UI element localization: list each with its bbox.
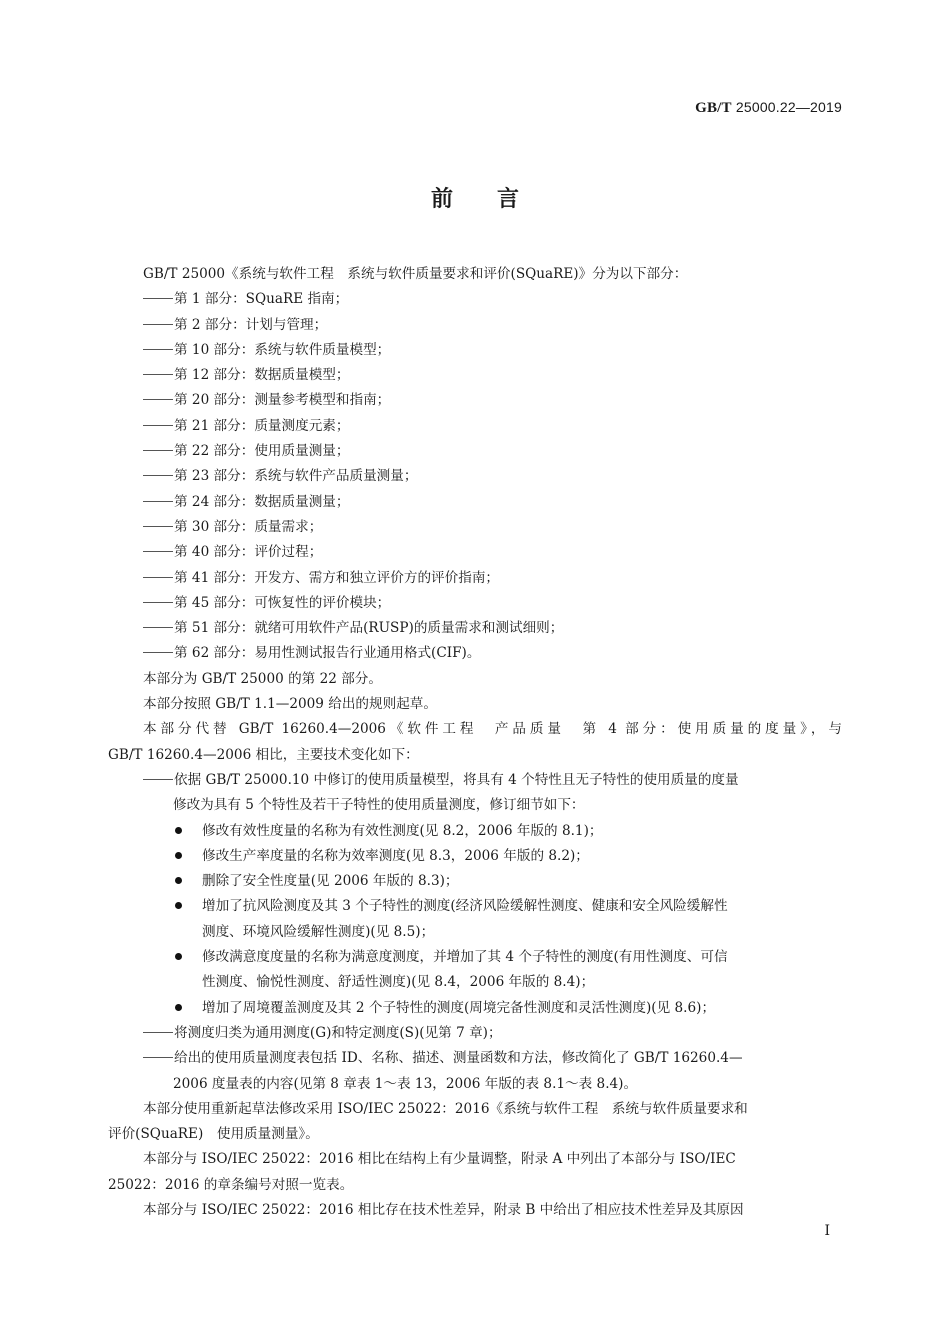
paragraph-drafting-rules: 本部分按照 GB/T 1.1—2009 给出的规则起草。	[143, 696, 437, 713]
dash-marker	[143, 526, 173, 527]
change-item: 将测度归类为通用测度(G)和特定测度(S)(见第 7 章)；	[108, 1021, 842, 1046]
part-list-item: 第 40 部分：评价过程；	[108, 540, 842, 565]
part-list-item: 第 1 部分：SQuaRE 指南；	[108, 287, 842, 312]
dash-marker	[143, 374, 173, 375]
dash-marker	[143, 577, 173, 578]
paragraph-structure: 本部分与 ISO/IEC 25022：2016 相比在结构上有少量调整，附录 A 中列出了本部分与 ISO/IEC	[143, 1151, 736, 1168]
page-title: 前言	[430, 187, 563, 212]
paragraph-replaces-cont: GB/T 16260.4—2006 相比，主要技术变化如下：	[108, 746, 419, 763]
intro-paragraph: GB/T 25000《系统与软件工程 系统与软件质量要求和评价(SQuaRE)》分为以下部分：	[143, 266, 688, 282]
bullet-item-cont: 性测度、愉悦性测度、舒适性测度)(见 8.4，2006 年版的 8.4)；	[202, 974, 595, 991]
paragraph-replaces: 本部分代替 GB/T 16260.4—2006《软件工程 产品质量 第 4 部分：使用质量的度量》，与	[143, 721, 842, 738]
dash-marker	[143, 1057, 173, 1058]
part-list-item: 第 10 部分：系统与软件质量模型；	[108, 338, 842, 363]
bullet-item: 修改生产率度量的名称为效率测度(见 8.3，2006 年版的 8.2)；	[108, 844, 842, 869]
dash-marker	[143, 399, 173, 400]
dash-marker	[143, 298, 173, 299]
standard-prefix: GB/T	[695, 100, 732, 116]
part-list-item: 第 41 部分：开发方、需方和独立评价方的评价指南；	[108, 566, 842, 591]
dash-marker	[143, 602, 173, 603]
dash-marker	[143, 501, 173, 502]
standard-code	[695, 99, 842, 117]
part-list-item: 第 12 部分：数据质量模型；	[108, 363, 842, 388]
part-list-item: 第 30 部分：质量需求；	[108, 515, 842, 540]
part-list-item: 第 62 部分：易用性测试报告行业通用格式(CIF)。	[108, 641, 842, 666]
document-body	[108, 262, 842, 1223]
part-list-item: 第 20 部分：测量参考模型和指南；	[108, 388, 842, 413]
dash-marker	[143, 551, 173, 552]
dash-marker	[143, 475, 173, 476]
change-item: 给出的使用质量测度表包括 ID、名称、描述、测量函数和方法，修改简化了 GB/T 16260.4—	[108, 1046, 842, 1071]
part-list-item: 第 45 部分：可恢复性的评价模块；	[108, 591, 842, 616]
dash-marker	[143, 1032, 173, 1033]
change-item-cont: 2006 度量表的内容(见第 8 章表 1～表 13，2006 年版的表 8.1～表 8.4)。	[173, 1075, 638, 1092]
bullet-item: 修改满意度度量的名称为满意度测度，并增加了其 4 个子特性的测度(有用性测度、可信	[108, 945, 842, 970]
part-list-item: 第 2 部分：计划与管理；	[108, 313, 842, 338]
dash-marker	[143, 349, 173, 350]
bullet-item: 修改有效性度量的名称为有效性测度(见 8.2，2006 年版的 8.1)；	[108, 819, 842, 844]
dash-marker	[143, 425, 173, 426]
paragraph-structure-cont: 25022：2016 的章条编号对照一览表。	[108, 1176, 354, 1193]
bullet-icon	[175, 827, 182, 834]
bullet-icon	[175, 877, 182, 884]
bullet-icon	[175, 852, 182, 859]
change-item-cont: 修改为具有 5 个特性及若干子特性的使用质量测度，修订细节如下：	[173, 797, 585, 814]
standard-number: 25000.22—2019	[735, 99, 842, 115]
bullet-item: 增加了周境覆盖测度及其 2 个子特性的测度(周境完备性测度和灵活性测度)(见 8.6)；	[108, 996, 842, 1021]
paragraph-adoption: 本部分使用重新起草法修改采用 ISO/IEC 25022：2016《系统与软件工程 系统与软件质量要求和	[143, 1100, 748, 1117]
paragraph-part-number: 本部分为 GB/T 25000 的第 22 部分。	[143, 670, 382, 687]
dash-marker	[143, 324, 173, 325]
paragraph-technical-differences: 本部分与 ISO/IEC 25022：2016 相比存在技术性差异，附录 B 中给出了相应技术性差异及其原因	[143, 1201, 744, 1218]
paragraph-adoption-cont: 评价(SQuaRE) 使用质量测量》。	[108, 1126, 319, 1143]
bullet-icon	[175, 902, 182, 909]
bullet-item: 增加了抗风险测度及其 3 个子特性的测度(经济风险缓解性测度、健康和安全风险缓解性	[108, 894, 842, 919]
dash-marker	[143, 779, 173, 780]
bullet-icon	[175, 1004, 182, 1011]
page-number: I	[824, 1223, 830, 1239]
part-list-item: 第 22 部分：使用质量测量；	[108, 439, 842, 464]
part-list-item: 第 24 部分：数据质量测量；	[108, 490, 842, 515]
bullet-item-cont: 测度、环境风险缓解性测度)(见 8.5)；	[202, 923, 435, 940]
part-list-item: 第 21 部分：质量测度元素；	[108, 414, 842, 439]
part-list-item: 第 51 部分：就绪可用软件产品(RUSP)的质量需求和测试细则；	[108, 616, 842, 641]
part-list-item: 第 23 部分：系统与软件产品质量测量；	[108, 464, 842, 489]
dash-marker	[143, 627, 173, 628]
bullet-icon	[175, 953, 182, 960]
dash-marker	[143, 450, 173, 451]
change-item: 依据 GB/T 25000.10 中修订的使用质量模型，将具有 4 个特性且无子特性的使用质量的度量	[108, 768, 842, 793]
dash-marker	[143, 652, 173, 653]
bullet-item: 删除了安全性度量(见 2006 年版的 8.3)；	[108, 869, 842, 894]
